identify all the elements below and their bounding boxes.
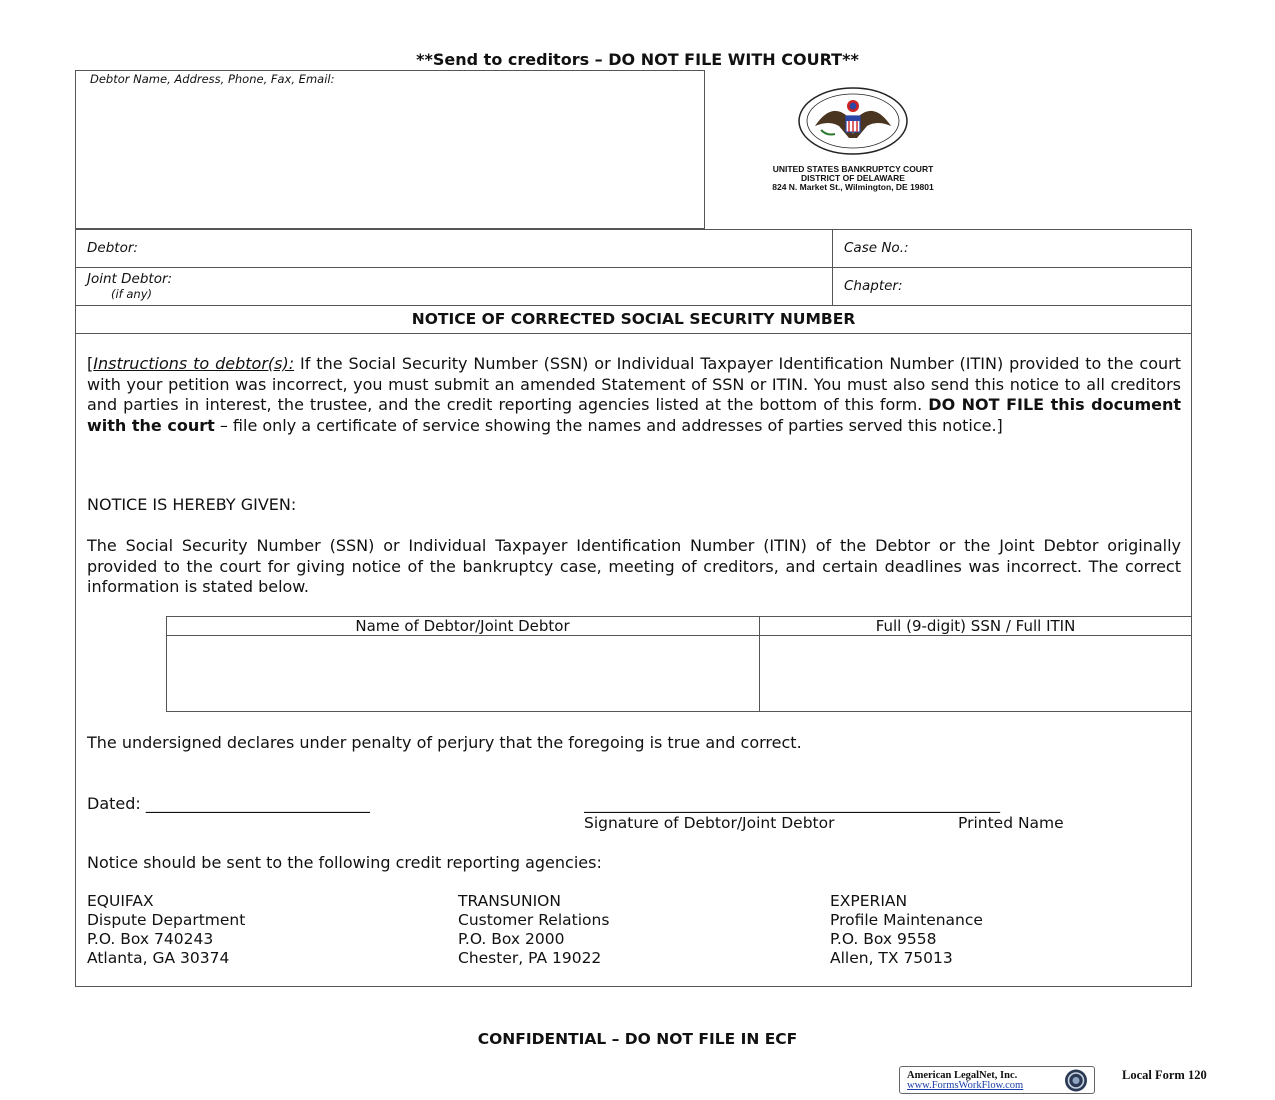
agency-city: Chester, PA 19022	[458, 949, 602, 967]
agency-name: TRANSUNION	[458, 892, 561, 910]
instructions-bold: DO NOT FILE this document with the court	[87, 395, 1182, 435]
agency-box: P.O. Box 2000	[458, 930, 565, 948]
notice-given: NOTICE IS HEREBY GIVEN:	[87, 495, 297, 514]
notice-body: The Social Security Number (SSN) or Individual Taxpayer Identification Number (ITIN) of the Debtor or the Joint Debtor originally provided to the court for giving notice of the bankruptcy case, meeting of creditors, and certain deadlines was incorrect. The correct information is stated below.	[87, 536, 1181, 596]
court-district: DISTRICT OF DELAWARE	[801, 173, 905, 183]
signature-line[interactable]: ____________________________________________________	[584, 794, 1000, 813]
legalnet-globe-icon	[1060, 1068, 1092, 1093]
caption-vertical-divider	[832, 229, 833, 305]
debtor-field[interactable]: Debtor:	[87, 240, 138, 256]
joint-debtor-field[interactable]: Joint Debtor:	[87, 271, 173, 287]
signature-debtor-label: Signature of Debtor/Joint Debtor	[584, 814, 835, 832]
dated-label: Dated:	[87, 794, 146, 813]
agency-equifax	[87, 892, 245, 968]
debtor-contact-box[interactable]	[75, 70, 705, 229]
joint-debtor-note: (if any)	[111, 287, 153, 301]
debtor-name-cell[interactable]	[167, 636, 758, 711]
instructions-bracket: [	[87, 354, 94, 373]
form-frame	[75, 229, 1192, 987]
agency-box: P.O. Box 9558	[830, 930, 937, 948]
legalnet-badge[interactable]	[899, 1066, 1095, 1094]
ssn-table-col-name: Name of Debtor/Joint Debtor	[355, 617, 570, 635]
ssn-itin-cell[interactable]	[760, 636, 1191, 711]
court-seal-icon	[797, 86, 909, 156]
instructions-text-1: If the Social Security Number (SSN) or Individual Taxpayer Identification Number (ITIN) provided to the court with your petition was incorrect, you must submit an amended Statement of SSN or ITIN. You must also send this notice to all creditors and parties in interest, the trustee, and the credit reporting agencies listed at the bottom of this form.	[87, 354, 1182, 414]
caption-divider-1	[75, 267, 1192, 268]
form-title: NOTICE OF CORRECTED SOCIAL SECURITY NUMBER	[411, 310, 856, 328]
dated-line: ____________________________	[145, 794, 370, 813]
court-name: UNITED STATES BANKRUPTCY COURT	[772, 164, 934, 174]
agency-transunion	[458, 892, 609, 968]
court-address: 824 N. Market St., Wilmington, DE 19801	[772, 182, 934, 192]
dated-field[interactable]	[87, 794, 370, 813]
instructions-heading: Instructions to debtor(s):	[93, 354, 295, 373]
debtor-contact-label: Debtor Name, Address, Phone, Fax, Email:	[90, 72, 335, 86]
agencies-intro: Notice should be sent to the following credit reporting agencies:	[87, 853, 602, 872]
ssn-table-col-ssn: Full (9-digit) SSN / Full ITIN	[875, 617, 1076, 635]
case-number-field[interactable]: Case No.:	[844, 240, 909, 256]
agency-name: EXPERIAN	[830, 892, 908, 910]
confidential-footer: CONFIDENTIAL – DO NOT FILE IN ECF	[477, 1030, 798, 1048]
agency-dept: Customer Relations	[458, 911, 610, 929]
agency-name: EQUIFAX	[87, 892, 154, 910]
caption-divider-3	[75, 333, 1192, 334]
agency-dept: Dispute Department	[87, 911, 246, 929]
instructions-paragraph	[87, 354, 1181, 436]
local-form-number: Local Form 120	[1122, 1068, 1207, 1082]
agency-city: Atlanta, GA 30374	[87, 949, 230, 967]
legalnet-name: American LegalNet, Inc.	[907, 1070, 1018, 1081]
caption-divider-2	[75, 305, 1192, 306]
instructions-text-2: – file only a certificate of service showing the names and addresses of parties served this notice.]	[214, 415, 1003, 435]
perjury-declaration: The undersigned declares under penalty of perjury that the foregoing is true and correct.	[87, 733, 802, 752]
chapter-field[interactable]: Chapter:	[844, 278, 903, 294]
send-to-creditors-header: **Send to creditors – DO NOT FILE WITH COURT**	[416, 50, 859, 69]
agency-dept: Profile Maintenance	[830, 911, 983, 929]
agency-city: Allen, TX 75013	[830, 949, 953, 967]
agency-box: P.O. Box 740243	[87, 930, 214, 948]
agency-experian	[830, 892, 983, 968]
printed-name-label: Printed Name	[958, 814, 1064, 832]
legalnet-url[interactable]: www.FormsWorkFlow.com	[907, 1080, 1024, 1091]
